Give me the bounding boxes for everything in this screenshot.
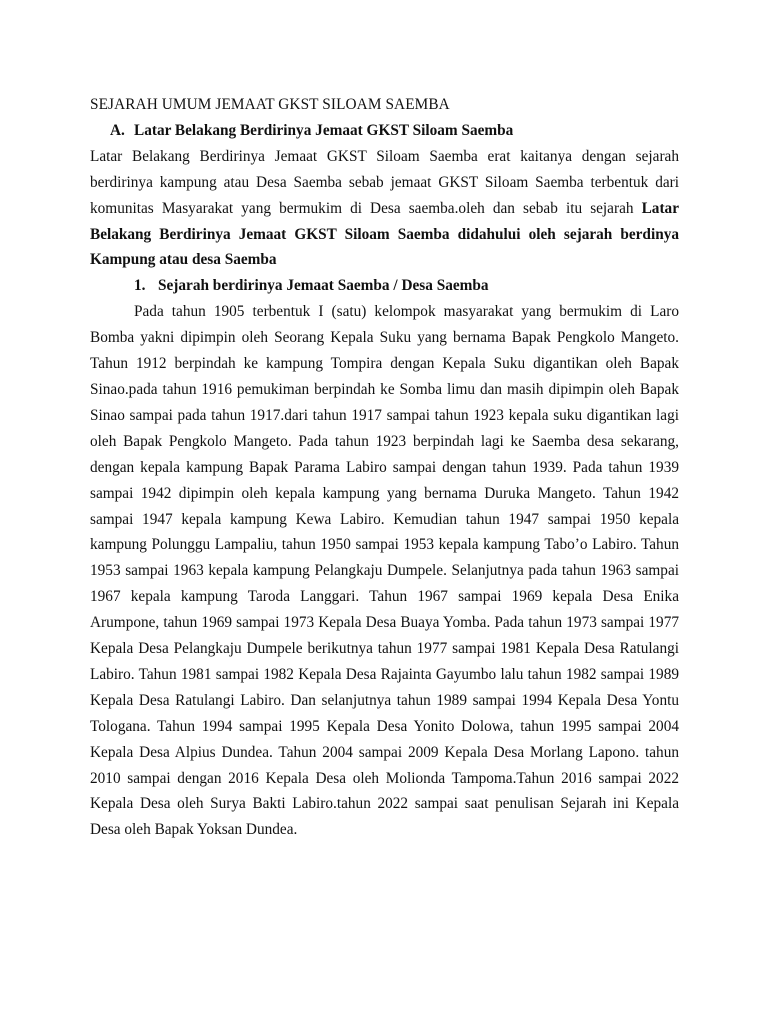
intro-bold-text: Latar Belakang Berdirinya Jemaat GKST Siloam Saemba didahului oleh sejarah berdinya Kampung atau desa Saemba (90, 199, 679, 269)
subsection-1-heading (90, 273, 679, 299)
subsection-1-heading-text: Sejarah berdirinya Jemaat Saemba / Desa Saemba (158, 277, 489, 295)
intro-text: Latar Belakang Berdirinya Jemaat GKST Siloam Saemba erat kaitanya dengan sejarah berdirinya kampung atau Desa Saemba sebab jemaat GKST Siloam Saemba terbentuk dari komunitas Masyarakat yang bermukim di Desa saemba.oleh dan sebab itu sejarah (90, 147, 679, 217)
section-a-heading-text: Latar Belakang Berdirinya Jemaat GKST Siloam Saemba (134, 121, 514, 139)
document-page (90, 92, 679, 843)
section-a-number: A. (110, 121, 125, 139)
section-a-heading (90, 118, 679, 144)
history-paragraph: Pada tahun 1905 terbentuk I (satu) kelompok masyarakat yang bermukim di Laro Bomba yakni dipimpin oleh Seorang Kepala Suku yang bernama Bapak Pengkolo Mangeto. Tahun 1912 berpindah ke kampung Tompira dengan Kepala Suku digantikan oleh Bapak Sinao.pada tahun 1916 pemukiman berpindah ke Somba limu dan masih dipimpin oleh Bapak Sinao sampai pada tahun 1917.dari tahun 1917 sampai tahun 1923 kepala suku digantikan lagi oleh Bapak Pengkolo Mangeto. Pada tahun 1923 berpindah lagi ke Saemba desa sekarang, dengan kepala kampung Bapak Parama Labiro sampai dengan tahun 1939. Pada tahun 1939 sampai 1942 dipimpin oleh kepala kampung yang bernama Duruka Mangeto. Tahun 1942 sampai 1947 kepala kampung Kewa Labiro. Kemudian tahun 1947 sampai 1950 kepala kampung Polunggu Lampaliu, tahun 1950 sampai 1953 kepala kampung Tabo’o Labiro. Tahun 1953 sampai 1963 kepala kampung Pelangkaju Dumpele. Selanjutnya pada tahun 1963 sampai 1967 kepala kampung Taroda Langgari. Tahun 1967 sampai 1969 kepala Desa Enika Arumpone, tahun 1969 sampai 1973 Kepala Desa Buaya Yomba. Pada tahun 1973 sampai 1977 Kepala Desa Pelangkaju Dumpele berikutnya tahun 1977 sampai 1981 Kepala Desa Ratulangi Labiro. Tahun 1981 sampai 1982 Kepala Desa Rajainta Gayumbo lalu tahun 1982 sampai 1989 Kepala Desa Ratulangi Labiro. Dan selanjutnya tahun 1989 sampai 1994 Kepala Desa Yontu Tologana. Tahun 1994 sampai 1995 Kepala Desa Yonito Dolowa, tahun 1995 sampai 2004 Kepala Desa Alpius Dundea. Tahun 2004 sampai 2009 Kepala Desa Morlang Lapono. tahun 2010 sampai dengan 2016 Kepala Desa oleh Molionda Tampoma.Tahun 2016 sampai 2022 Kepala Desa oleh Surya Bakti Labiro.tahun 2022 sampai saat penulisan Sejarah ini Kepala Desa oleh Bapak Yoksan Dundea. (90, 303, 679, 839)
subsection-1-number: 1. (134, 277, 146, 295)
intro-paragraph (90, 144, 679, 274)
document-title: SEJARAH UMUM JEMAAT GKST SILOAM SAEMBA (90, 96, 450, 113)
